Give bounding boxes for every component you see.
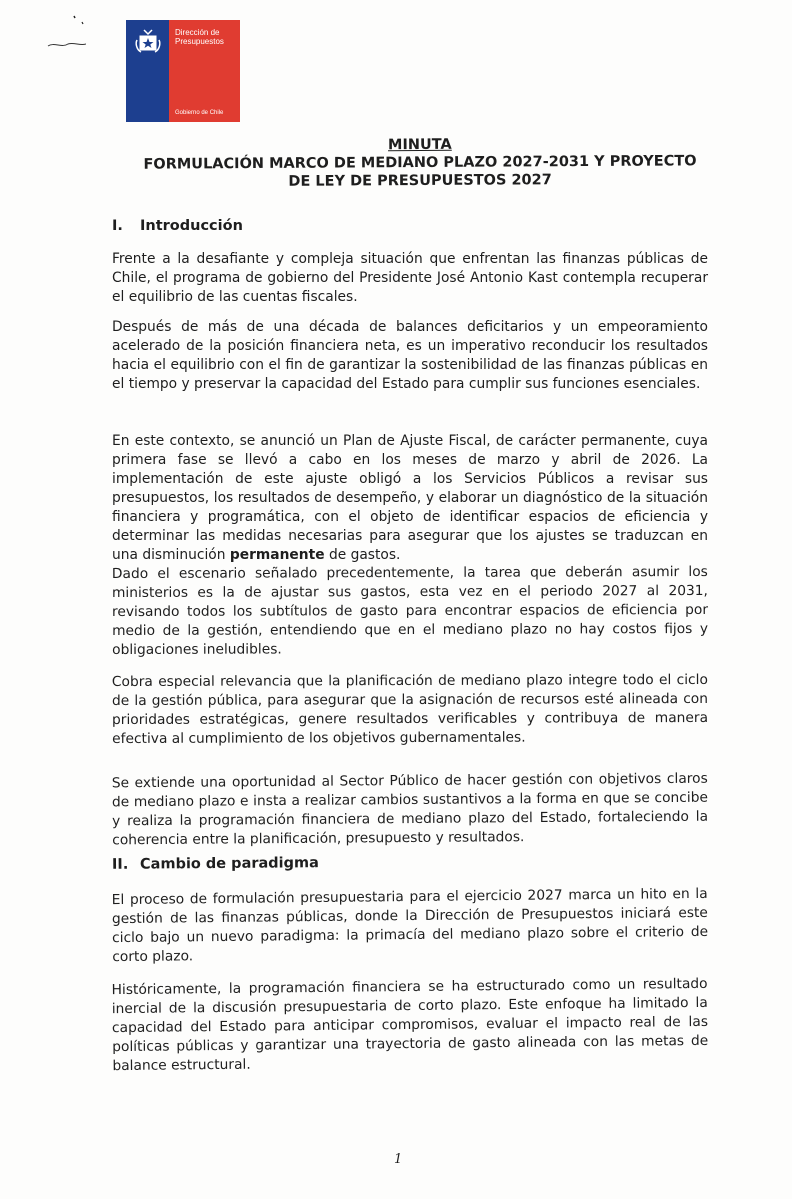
title-line-2: DE LEY DE PRESUPUESTOS 2027 (288, 172, 552, 190)
emphasis-permanente: permanente (229, 547, 325, 563)
paragraph: Se extiende una oportunidad al Sector Público de hacer gestión con objetivos claros de mediano plazo e insta a realizar cambios sustantivos a la forma en que se concibe y realiza la programación financiera de mediano plazo del Estado, fortaleciendo la coherencia entre la planificación, presupuesto y resultados. (111, 770, 709, 849)
document-title (130, 134, 710, 192)
title-label: MINUTA (387, 136, 452, 154)
paragraph: El proceso de formulación presupuestaria para el ejercicio 2027 marca un hito en la gestión de las finanzas públicas, donde la Dirección de Presupuestos iniciará este ciclo bajo un nuevo paradigma: la primacía del mediano plazo sobre el criterio de corto plazo. (111, 885, 709, 966)
logo-gov-label: Gobierno de Chile (175, 110, 224, 116)
paragraph: Cobra especial relevancia que la planificación de mediano plazo integre todo el ciclo de la gestión pública, para asegurar que la asignación de recursos esté alineada con prioridades estratégicas, genere resultados verificables y contribuya de manera efectiva al cumplimiento de los objetivos gubernamentales. (111, 671, 709, 748)
coat-of-arms-icon (134, 26, 162, 56)
paragraph: Dado el escenario señalado precedentemente, la tarea que deberán asumir los ministerios es la de ajustar sus gastos, esta vez en el periodo 2027 al 2031, revisando todos los subtítulos de gasto para encontrar espacios de eficiencia por medio de la gestión, entendiendo que en el mediano plazo no hay costos fijos y obligaciones ineludibles. (111, 563, 709, 659)
paragraph: En este contexto, se anunció un Plan de Ajuste Fiscal, de carácter permanente, cuya primera fase se llevó a cabo en los meses de marzo y abril de 2026. La implementación de este ajuste obligó a los Servicios Públicos a revisar sus presupuestos, los resultados de desempeño, y elaborar un diagnóstico de la situación financiera y programática, con el objeto de identificar espacios de eficiencia y determinar las medidas necesarias para asegurar que los ajustes se traduzcan en una disminución permanente de gastos. (112, 433, 708, 563)
paragraph: Históricamente, la programación financiera se ha estructurado como un resultado inercial de la discusión presupuestaria de corto plazo. Este enfoque ha limitado la capacidad del Estado para anticipar compromisos, evaluar el impacto real de las políticas públicas y garantizar una trayectoria de gasto alineada con las metas de balance estructural. (111, 975, 709, 1075)
section-title: Introducción (140, 218, 243, 234)
page-number: 1 (394, 1152, 403, 1167)
logo-red-band (169, 20, 240, 122)
section-title: Cambio de paradigma (139, 855, 319, 873)
dipres-logo (126, 20, 240, 122)
section-number: II. (111, 856, 129, 873)
logo-org-name: Dirección de Presupuestos (175, 28, 224, 46)
section-heading-introduccion (112, 218, 243, 234)
title-line-1: FORMULACIÓN MARCO DE MEDIANO PLAZO 2027-2031 Y PROYECTO (143, 153, 697, 173)
paragraph: Frente a la desafiante y compleja situación que enfrentan las finanzas públicas de Chile, el programa de gobierno del Presidente José Antonio Kast contempla recuperar el equilibrio de las cuentas fiscales. (112, 251, 708, 305)
section-number: I. (112, 218, 123, 234)
scan-marks (46, 14, 86, 54)
section-heading-cambio-de-paradigma (112, 855, 319, 873)
paragraph: Después de más de una década de balances deficitarios y un empeoramiento acelerado de la posición financiera neta, es un imperativo reconducir los resultados hacia el equilibrio con el fin de garantizar la sostenibilidad de las finanzas públicas en el tiempo y preservar la capacidad del Estado para cumplir sus funciones esenciales. (112, 319, 708, 392)
